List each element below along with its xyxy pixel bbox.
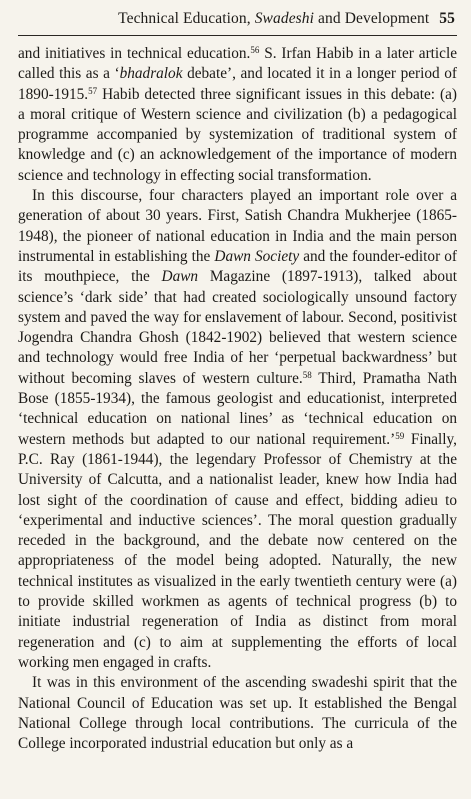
text-run: and initiatives in technical education.: [18, 45, 251, 62]
text-run: and the founder-editor of its mouthpiece, the: [18, 247, 457, 286]
text-run: S. Irfan Habib in a later article called this as a ‘: [18, 45, 457, 83]
text-run: It was in this environment of the ascending swadeshi spirit that the National Council of Education was set up. It established the Bengal National College through local contributions. The curricula of the College incorporated industrial education but only as a: [18, 674, 457, 753]
paragraph: [18, 673, 457, 754]
footnote-ref: 57: [88, 85, 98, 96]
running-head: [18, 10, 457, 36]
running-title: [118, 10, 429, 28]
text-run: Magazine (1897-1913), talked about science’s ‘dark side’ that had created sociologically unsound factory system and paved the way for enslavement of labour. Second, positivist Jogendra Chandra Ghosh (1842-1902) believed that western science and technology would free India of her ‘perpetual backwardness’ but without becoming slaves of western culture.: [18, 268, 457, 387]
italic-text: Dawn: [161, 268, 199, 286]
running-title-part: Technical Education,: [118, 10, 255, 27]
paragraph: [18, 186, 457, 673]
italic-text: bhadralok: [119, 65, 183, 83]
italic-text: Dawn Society: [214, 247, 300, 265]
running-title-italic: Swadeshi: [254, 10, 315, 27]
footnote-ref: 58: [302, 369, 312, 380]
body-text: [18, 44, 457, 754]
text-run: Third, Pramatha Nath Bose (1855-1934), the famous geologist and educationist, interpreted ‘technical education on national lines’ as ‘technical education on western methods but adapted to our national requirement.’: [18, 369, 457, 448]
text-run: Habib detected three significant issues in this debate: (a) a moral critique of Western science and civilization (b) a pedagogical programme accompanied by systemization of traditional system of knowledge and (c) an acknowledgement of the importance of modern science and technology in effecting social transformation.: [18, 85, 457, 184]
page-number: 55: [439, 10, 455, 27]
footnote-ref: 56: [250, 45, 260, 55]
running-title-part: and Development: [314, 10, 430, 27]
text-run: Finally, P.C. Ray (1861-1944), the legendary Professor of Chemistry at the University of Calcutta, and a nationalist leader, knew how India had lost sight of the coordination of cause and effect, bidding adieu to ‘experimental and inductive sciences’. The moral question gradually receded in the background, and the debate now centered on the appropriateness of the model being adopted. Naturally, the new technical institutes as visualized in the early twentieth century were (a) to provide skilled workmen as agents of technical progress (b) to initiate industrial regeneration of India as distinct from moral regeneration and (c) to aim at supplementing the efforts of local working men engaged in crafts.: [18, 430, 458, 671]
footnote-ref: 59: [395, 430, 405, 441]
text-run: In this discourse, four characters played an important role over a generation of about 30 years. First, Satish Chandra Mukherjee (1865-1948), the pioneer of national education in India and the main person instrumental in establishing the: [18, 187, 457, 265]
text-run: debate’, and located it in a longer period of 1890-1915.: [18, 65, 457, 103]
paragraph: [18, 44, 457, 186]
